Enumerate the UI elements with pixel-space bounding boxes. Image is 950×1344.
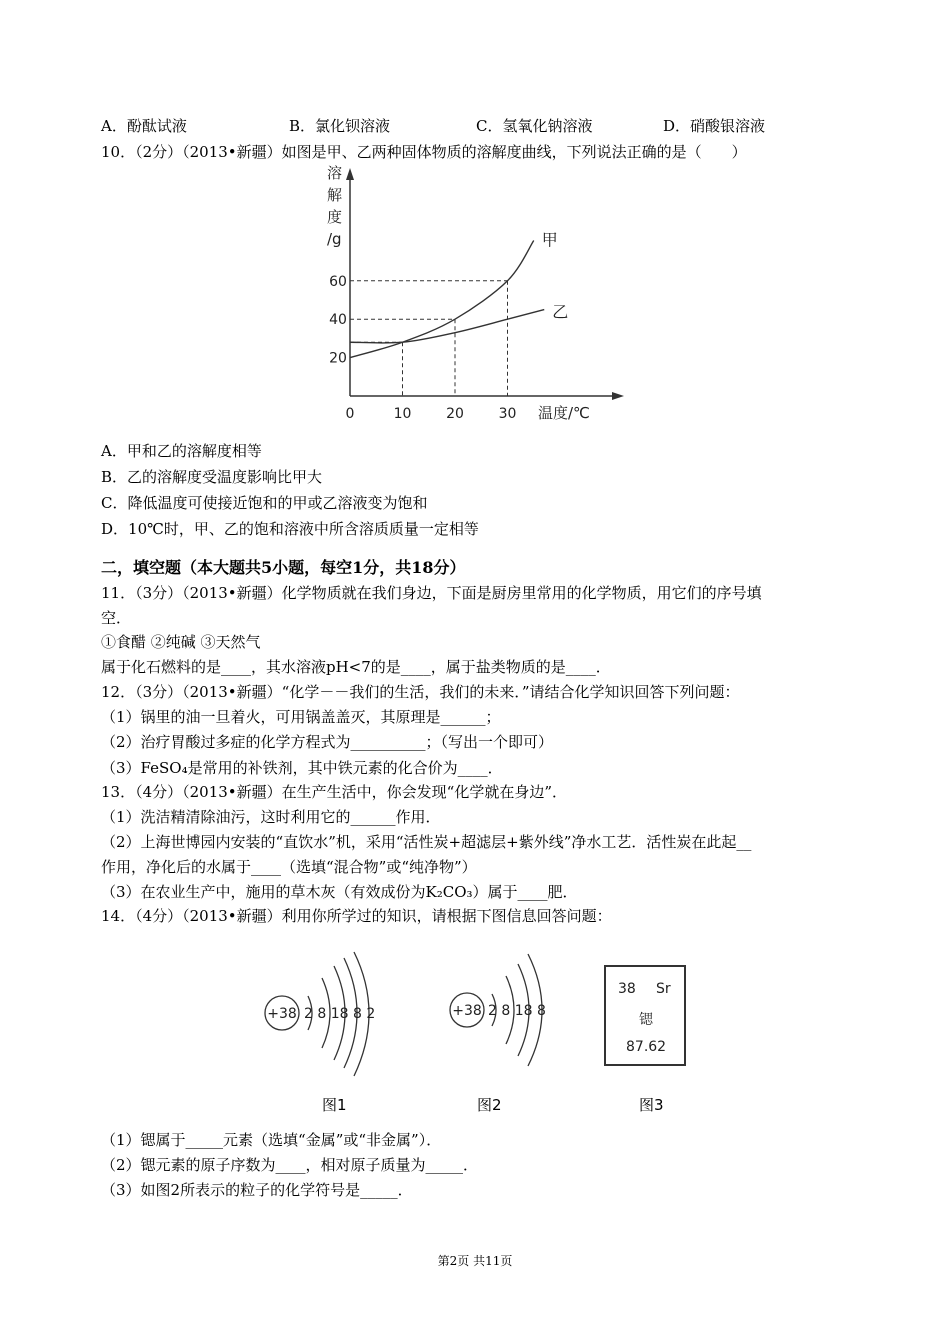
q10-option-d: D．10℃时，甲、乙的饱和溶液中所含溶质质量一定相等 — [101, 520, 479, 538]
y-tick-label: 20 — [329, 350, 347, 367]
q12-part1: （1）锅里的油一旦着火，可用锅盖盖灭，其原理是______； — [101, 708, 501, 726]
electron-shells: 2 8 18 8 — [488, 1003, 546, 1019]
atomic-mass: 87.62 — [626, 1039, 667, 1055]
q11-line4: 属于化石燃料的是____，其水溶液pH<7的是____，属于盐类物质的是____． — [101, 658, 611, 676]
atom-structure-figure-1 — [260, 946, 390, 1086]
x-tick-label: 10 — [393, 406, 412, 422]
figure-1-caption: 图1 — [322, 1096, 347, 1114]
section-title: 二，填空题（本大题共5小题，每空1分，共18分） — [101, 558, 466, 577]
x-tick-label: 20 — [446, 406, 464, 422]
nucleus-charge: +38 — [452, 1003, 482, 1019]
element-card — [604, 965, 686, 1066]
q14-part1: （1）锶属于_____元素（选填“金属”或“非金属”）． — [101, 1131, 442, 1149]
q11-line3: ①食醋 ②纯碱 ③天然气 — [101, 633, 261, 651]
q13-part2a: （2）上海世博园内安装的“直饮水”机，采用“活性炭+超滤层+紫外线”净水工艺．活性炭在此起__ — [101, 833, 752, 851]
y-axis-label-char: 度 — [327, 208, 343, 226]
q13-part1: （1）洗洁精清除油污，这时利用它的______作用． — [101, 808, 441, 826]
q14-stem: 14．（4分）（2013•新疆）利用你所学过的知识，请根据下图信息回答问题： — [101, 907, 612, 925]
q10-stem: 10．（2分）（2013•新疆）如图是甲、乙两种固体物质的溶解度曲线，下列说法正确的是（ ） — [101, 143, 747, 161]
y-tick-label: 60 — [329, 273, 347, 290]
curve-jia — [350, 240, 534, 357]
series-label-jia: 甲 — [541, 230, 558, 250]
element-name: 锶 — [639, 1012, 653, 1028]
x-tick-label: 30 — [498, 406, 517, 422]
element-symbol: Sr — [656, 981, 671, 997]
y-axis-label-char: /g — [327, 230, 342, 248]
q11-line1: 11．（3分）（2013•新疆）化学物质就在我们身边，下面是厨房里常用的化学物质，用它们的序号填 — [101, 584, 762, 602]
y-axis-label-char: 溶 — [327, 164, 343, 182]
y-tick-label: 40 — [329, 312, 347, 329]
q9-option-b: B．氯化钡溶液 — [289, 117, 391, 135]
q10-option-a: A．甲和乙的溶解度相等 — [101, 442, 262, 460]
q13-stem: 13．（4分）（2013•新疆）在生产生活中，你会发现“化学就在身边”． — [101, 783, 567, 801]
q12-part3: （3）FeSO₄是常用的补铁剂，其中铁元素的化合价为____． — [101, 759, 503, 777]
q14-part2: （2）锶元素的原子序数为____，相对原子质量为_____． — [101, 1156, 479, 1174]
q13-part3: （3）在农业生产中，施用的草木灰（有效成份为K₂CO₃）属于____肥． — [101, 883, 578, 901]
electron-shells: 2 8 18 8 2 — [304, 1006, 376, 1022]
y-axis-label-char: 解 — [327, 186, 343, 204]
q12-part2: （2）治疗胃酸过多症的化学方程式为__________；（写出一个即可） — [101, 733, 554, 751]
q9-option-a: A．酚酞试液 — [101, 117, 187, 135]
x-axis-label: 温度/℃ — [538, 404, 590, 422]
q9-option-c: C．氢氧化钠溶液 — [476, 117, 593, 135]
q10-option-c: C．降低温度可使接近饱和的甲或乙溶液变为饱和 — [101, 494, 428, 512]
y-axis-arrow — [346, 168, 354, 180]
curve-yi — [350, 310, 544, 343]
q11-line2: 空． — [101, 609, 132, 627]
q14-part3: （3）如图2所表示的粒子的化学符号是_____． — [101, 1181, 413, 1199]
q12-stem: 12．（3分）（2013•新疆）“化学－－我们的生活，我们的未来．”请结合化学知识回答下列问题： — [101, 683, 740, 701]
nucleus-charge: +38 — [267, 1006, 297, 1022]
figure-2-caption: 图2 — [477, 1096, 502, 1114]
q9-option-d: D．硝酸银溶液 — [663, 117, 766, 135]
x-tick-label: 0 — [345, 406, 355, 422]
page-footer: 第2页 共11页 — [437, 1254, 513, 1268]
atomic-number: 38 — [618, 981, 636, 997]
x-axis-arrow — [612, 392, 624, 400]
series-label-yi: 乙 — [552, 302, 569, 322]
q13-part2b: 作用，净化后的水属于____（选填“混合物”或“纯净物”） — [101, 858, 477, 876]
ion-structure-figure-2 — [446, 944, 566, 1084]
q10-option-b: B．乙的溶解度受温度影响比甲大 — [101, 468, 323, 486]
solubility-chart — [316, 162, 636, 422]
figure-3-caption: 图3 — [639, 1096, 664, 1114]
